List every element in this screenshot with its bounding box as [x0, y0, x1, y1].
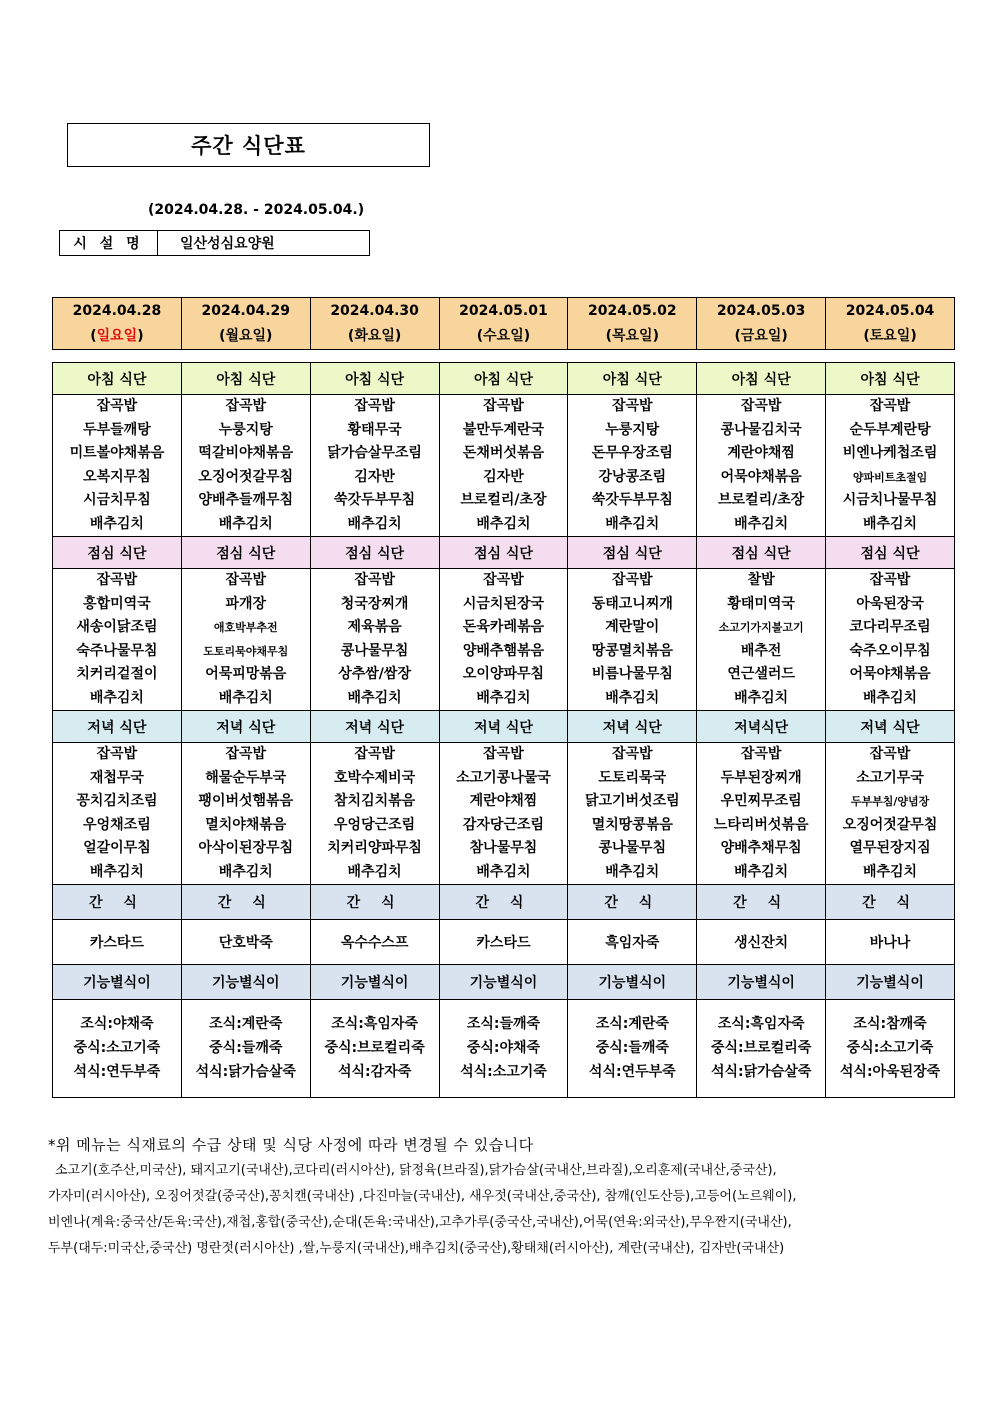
facility-box [59, 230, 370, 256]
menu-item: 시금치나물무침 [842, 492, 938, 508]
snack-label: 간 식 [439, 885, 568, 920]
menu-item: 잡곡밥 [354, 572, 395, 588]
lunch-menu-row [53, 569, 955, 711]
menu-item: 잡곡밥 [483, 746, 524, 762]
porridge-item: 조식:야채죽 [80, 1016, 154, 1032]
dinner-label: 저녁 식단 [310, 711, 439, 743]
day-weekday: (목요일) [605, 327, 659, 344]
menu-item: 잡곡밥 [869, 572, 911, 588]
menu-item: 잡곡밥 [612, 572, 653, 588]
lunch-menu-cell [439, 569, 568, 711]
menu-item: 멸치야채볶음 [205, 816, 287, 833]
snack-item: 카스타드 [439, 920, 568, 965]
lunch-label: 점심 식단 [181, 537, 310, 569]
functional-diet-label: 기능별식이 [439, 965, 568, 1000]
breakfast-label: 아침 식단 [310, 363, 439, 395]
dinner-menu-row [53, 743, 955, 885]
day-header [53, 298, 182, 350]
snack-label: 간 식 [826, 885, 955, 920]
menu-item: 두부부침/양념장 [850, 795, 930, 808]
menu-item: 시금치무침 [83, 492, 151, 508]
day-date: 2024.04.30 [330, 302, 419, 319]
weekday-name: 수요일 [483, 327, 524, 344]
menu-item: 콩나물무침 [598, 840, 667, 856]
porridge-item: 중식:들깨죽 [209, 1040, 283, 1056]
menu-item: 브로컬리/초장 [460, 492, 547, 508]
menu-item: 소고기가지불고기 [718, 621, 804, 634]
snack-label: 간 식 [310, 885, 439, 920]
menu-item: 느타리버섯볶음 [713, 816, 809, 833]
porridge-item: 조식:들깨죽 [466, 1016, 541, 1032]
menu-item: 콩나물무침 [340, 642, 409, 659]
menu-item: 닭고기버섯조림 [584, 793, 680, 809]
menu-item: 배추김치 [476, 689, 531, 706]
menu-item: 닭가슴살무조림 [327, 445, 422, 461]
porridge-item: 조식:흑임자죽 [717, 1016, 805, 1032]
lunch-label: 점심 식단 [439, 537, 568, 569]
menu-item: 배추김치 [218, 863, 273, 880]
porridge-item: 중식:야채죽 [466, 1040, 541, 1056]
menu-item: 시금치된장국 [462, 595, 545, 612]
day-header [439, 298, 568, 350]
dinner-menu-cell [181, 743, 310, 885]
day-header [697, 298, 826, 350]
menu-item: 잡곡밥 [483, 398, 524, 414]
porridge-item: 중식:브로컬리죽 [711, 1040, 812, 1056]
menu-item: 황태미역국 [727, 595, 795, 612]
snack-label: 간 식 [53, 885, 182, 920]
menu-item: 배추김치 [476, 863, 531, 880]
day-weekday: (금요일) [734, 327, 788, 344]
dinner-menu-cell [310, 743, 439, 885]
menu-item: 얼갈이무침 [83, 840, 151, 856]
menu-item: 애호박부추전 [213, 621, 278, 634]
breakfast-row [53, 363, 955, 395]
porridge-cell [826, 1000, 955, 1098]
breakfast-label: 아침 식단 [697, 363, 826, 395]
menu-item: 비엔나케첩조림 [842, 445, 938, 461]
menu-item: 배추김치 [476, 515, 531, 532]
menu-item: 잡곡밥 [96, 572, 138, 588]
menu-item: 감자당근조림 [462, 816, 545, 833]
day-weekday: (화요일) [347, 327, 402, 344]
menu-item: 도토리묵야채무침 [203, 644, 289, 658]
menu-item: 청국장찌개 [340, 595, 409, 612]
snack-item: 생신잔치 [697, 920, 826, 965]
dinner-label: 저녁 식단 [181, 711, 310, 743]
menu-item: 순두부계란탕 [849, 421, 931, 438]
menu-item: 잡곡밥 [225, 746, 267, 762]
dinner-menu-cell [53, 743, 182, 885]
lunch-menu-cell [310, 569, 439, 711]
menu-item: 배추김치 [218, 689, 273, 706]
day-header [181, 298, 310, 350]
menu-item: 배추김치 [89, 515, 144, 532]
lunch-label: 점심 식단 [697, 537, 826, 569]
breakfast-label: 아침 식단 [826, 363, 955, 395]
lunch-label: 점심 식단 [310, 537, 439, 569]
menu-item: 어묵피망볶음 [205, 666, 287, 682]
menu-item: 잡곡밥 [612, 398, 653, 414]
menu-item: 배추김치 [605, 863, 660, 880]
snack-item-row [53, 920, 955, 965]
menu-item: 배추김치 [734, 863, 789, 880]
porridge-item: 중식:들깨죽 [595, 1040, 669, 1056]
menu-item: 땅콩멸치볶음 [591, 642, 673, 659]
origin-line: 소고기(호주산,미국산), 돼지고기(국내산),코다리(러시아산), 닭정육(브라질),닭가슴살(국내산,브라질),오리훈제(국내산,중국산), [55, 1163, 777, 1178]
breakfast-menu-cell [697, 395, 826, 537]
weekday-name: 금요일 [740, 327, 782, 344]
menu-item: 잡곡밥 [354, 746, 395, 762]
dinner-menu-cell [568, 743, 697, 885]
porridge-item: 석식:연두부죽 [73, 1064, 161, 1080]
menu-item: 쑥갓두부무침 [591, 492, 673, 508]
facility-name: 일산성심요양원 [180, 236, 275, 252]
menu-item: 양배추채무침 [720, 840, 802, 856]
snack-item: 카스타드 [53, 920, 182, 965]
porridge-cell [439, 1000, 568, 1098]
menu-item: 동태고니찌개 [591, 595, 673, 612]
menu-item: 콩나물김치국 [720, 421, 802, 438]
functional-diet-label: 기능별식이 [568, 965, 697, 1000]
menu-table [52, 362, 955, 1098]
breakfast-menu-cell [568, 395, 697, 537]
menu-item: 오징어젓갈무침 [842, 816, 938, 833]
menu-item: 재첩무국 [89, 769, 144, 786]
menu-item: 떡갈비야채볶음 [198, 445, 294, 461]
day-date: 2024.05.01 [459, 302, 548, 319]
facility-label: 시 설 명 [60, 231, 158, 255]
menu-item: 제육볶음 [347, 619, 402, 635]
porridge-cell [697, 1000, 826, 1098]
origin-line: 가자미(러시아산), 오징어젓갈(중국산),꽁치캔(국내산) ,다진마늘(국내산), 새우젓(국내산,중국산), 참깨(인도산등),고등어(노르웨이), [48, 1189, 797, 1204]
menu-item: 배추김치 [862, 515, 918, 532]
menu-item: 배추김치 [89, 689, 144, 706]
origin-line: 두부(대두:미국산,중국산) 명란젓(러시아산) ,쌀,누룽지(국내산),배추김치(중국산),황태채(러시아산), 계란(국내산), 김자반(국내산) [48, 1241, 785, 1256]
menu-item: 잡곡밥 [354, 398, 395, 414]
notes [48, 1132, 797, 1262]
dinner-label: 저녁식단 [697, 711, 826, 743]
menu-item: 양배추들깨무침 [198, 492, 294, 508]
day-header [826, 298, 955, 350]
breakfast-menu-cell [310, 395, 439, 537]
menu-item: 잡곡밥 [225, 398, 267, 414]
lunch-menu-cell [826, 569, 955, 711]
functional-diet-label: 기능별식이 [181, 965, 310, 1000]
day-date: 2024.05.02 [588, 302, 677, 319]
weekday-name: 월요일 [225, 327, 267, 344]
menu-item: 두부된장찌개 [720, 769, 802, 786]
menu-item: 배추김치 [862, 863, 918, 880]
menu-item: 배추김치 [605, 689, 660, 706]
menu-item: 잡곡밥 [96, 746, 138, 762]
functional-diet-row [53, 965, 955, 1000]
dinner-label: 저녁 식단 [53, 711, 182, 743]
menu-item: 배추김치 [347, 515, 402, 532]
lunch-menu-cell [568, 569, 697, 711]
period-text: (2024.04.28. - 2024.05.04.) [148, 202, 365, 218]
snack-label: 간 식 [568, 885, 697, 920]
menu-item: 배추김치 [347, 863, 402, 880]
weekday-name: 일요일 [96, 327, 138, 344]
menu-item: 양배추햄볶음 [462, 642, 545, 659]
menu-item: 호박수제비국 [334, 769, 416, 786]
breakfast-menu-cell [181, 395, 310, 537]
menu-item: 비름나물무침 [591, 666, 673, 682]
snack-label: 간 식 [181, 885, 310, 920]
snack-item: 옥수수스프 [310, 920, 439, 965]
menu-item: 찰밥 [747, 572, 775, 588]
snack-item: 흑임자죽 [568, 920, 697, 965]
menu-item: 해물순두부국 [205, 769, 287, 786]
dinner-label: 저녁 식단 [568, 711, 697, 743]
menu-item: 두부들깨탕 [83, 421, 151, 438]
lunch-menu-cell [53, 569, 182, 711]
snack-item: 단호박죽 [181, 920, 310, 965]
menu-item: 잡곡밥 [869, 746, 911, 762]
menu-item: 배추김치 [218, 515, 273, 532]
menu-item: 우민찌무조림 [720, 793, 802, 809]
lunch-label: 점심 식단 [568, 537, 697, 569]
porridge-item: 조식:흑임자죽 [331, 1016, 418, 1032]
porridge-row [53, 1000, 955, 1098]
porridge-item: 중식:소고기죽 [73, 1040, 161, 1056]
day-weekday: (수요일) [476, 327, 531, 344]
dinner-label: 저녁 식단 [826, 711, 955, 743]
menu-item: 코다리무조림 [849, 619, 931, 635]
porridge-item: 조식:계란죽 [209, 1016, 283, 1032]
porridge-item: 중식:브로컬리죽 [324, 1040, 425, 1056]
menu-item: 누룽지탕 [605, 421, 660, 438]
porridge-item: 중식:소고기죽 [846, 1040, 934, 1056]
menu-item: 잡곡밥 [483, 572, 524, 588]
menu-item: 연근샐러드 [727, 666, 795, 682]
dinner-menu-cell [826, 743, 955, 885]
date-header-table [52, 297, 955, 350]
menu-item: 미트볼야채볶음 [69, 445, 165, 461]
menu-item: 소고기무국 [856, 769, 924, 786]
dinner-label: 저녁 식단 [439, 711, 568, 743]
menu-item: 참나물무침 [469, 840, 538, 856]
menu-item: 오이양파무침 [462, 666, 545, 682]
menu-item: 계란야채찜 [469, 793, 538, 809]
breakfast-label: 아침 식단 [53, 363, 182, 395]
menu-item: 계란야채찜 [727, 445, 795, 461]
menu-item: 양파비트초절임 [852, 470, 928, 484]
day-date: 2024.05.03 [716, 302, 806, 319]
porridge-cell [310, 1000, 439, 1098]
menu-item: 숙주나물무침 [76, 642, 158, 659]
menu-item: 파개장 [225, 595, 267, 612]
porridge-item: 석식:닭가슴살죽 [195, 1064, 296, 1080]
day-header [568, 298, 697, 350]
menu-item: 잡곡밥 [612, 746, 653, 762]
day-weekday: (일요일) [90, 327, 144, 344]
day-header [310, 298, 439, 350]
menu-item: 잡곡밥 [96, 398, 138, 414]
menu-item: 계란말이 [605, 619, 660, 635]
functional-diet-label: 기능별식이 [697, 965, 826, 1000]
lunch-menu-cell [697, 569, 826, 711]
porridge-item: 석식:소고기죽 [460, 1064, 547, 1080]
menu-item: 불만두계란국 [462, 421, 545, 438]
menu-item: 홍합미역국 [83, 595, 151, 612]
menu-item: 열무된장지짐 [849, 840, 931, 856]
menu-item: 꽁치김치조림 [76, 793, 158, 809]
menu-item: 배추김치 [734, 689, 789, 706]
page-title: 주간 식단표 [67, 123, 430, 167]
menu-item: 치커리양파무침 [327, 840, 422, 856]
menu-item: 누룽지탕 [218, 421, 273, 438]
menu-item: 오복지무침 [83, 468, 151, 485]
lunch-menu-cell [181, 569, 310, 711]
porridge-item: 석식:아욱된장죽 [839, 1064, 941, 1080]
porridge-item: 석식:연두부죽 [588, 1064, 676, 1080]
functional-diet-label: 기능별식이 [53, 965, 182, 1000]
weekday-name: 목요일 [612, 327, 653, 344]
menu-item: 팽이버섯햄볶음 [198, 793, 294, 809]
menu-item: 돈육카레볶음 [462, 619, 545, 635]
porridge-cell [181, 1000, 310, 1098]
dinner-row [53, 711, 955, 743]
menu-item: 우엉채조림 [83, 816, 151, 833]
porridge-cell [568, 1000, 697, 1098]
breakfast-menu-cell [826, 395, 955, 537]
menu-item: 어묵야채볶음 [720, 468, 802, 485]
menu-item: 치커리겉절이 [76, 666, 158, 682]
notice-text: *위 메뉴는 식재료의 수급 상태 및 식당 사정에 따라 변경될 수 있습니다 [48, 1136, 534, 1154]
menu-item: 강낭콩조림 [598, 468, 667, 485]
menu-item: 어묵야채볶음 [849, 666, 931, 682]
menu-item: 도토리묵국 [598, 769, 667, 786]
functional-diet-label: 기능별식이 [310, 965, 439, 1000]
porridge-item: 석식:감자죽 [338, 1064, 412, 1080]
day-date: 2024.04.29 [201, 302, 291, 319]
lunch-label: 점심 식단 [826, 537, 955, 569]
weekday-name: 토요일 [869, 327, 911, 344]
porridge-cell [53, 1000, 182, 1098]
menu-item: 브로컬리/초장 [718, 492, 805, 508]
dinner-menu-cell [697, 743, 826, 885]
menu-item: 참치김치볶음 [334, 793, 416, 809]
menu-item: 우엉당근조림 [334, 816, 416, 833]
menu-item: 배추전 [740, 642, 782, 659]
snack-label: 간 식 [697, 885, 826, 920]
menu-item: 돈채버섯볶음 [462, 445, 545, 461]
menu-item: 배추김치 [862, 689, 918, 706]
menu-item: 배추김치 [734, 515, 789, 532]
breakfast-menu-cell [53, 395, 182, 537]
day-weekday: (토요일) [863, 327, 917, 344]
menu-item: 배추김치 [89, 863, 144, 880]
menu-item: 상추쌈/쌈장 [338, 666, 411, 682]
menu-item: 잡곡밥 [740, 398, 782, 414]
snack-row [53, 885, 955, 920]
breakfast-menu-row [53, 395, 955, 537]
menu-item: 아삭이된장무침 [198, 840, 294, 856]
menu-item: 소고기콩나물국 [456, 769, 551, 786]
origin-line: 비엔나(계육:중국산/돈육:국산),재첩,홍합(중국산),순대(돈육:국내산),고추가루(중국산,국내산),어묵(연육:외국산),무우짠지(국내산), [48, 1215, 792, 1230]
breakfast-label: 아침 식단 [181, 363, 310, 395]
breakfast-label: 아침 식단 [568, 363, 697, 395]
menu-item: 잡곡밥 [740, 746, 782, 762]
porridge-item: 조식:참깨죽 [853, 1016, 927, 1032]
weekday-name: 화요일 [354, 327, 395, 344]
day-date: 2024.04.28 [72, 302, 162, 319]
breakfast-label: 아침 식단 [439, 363, 568, 395]
menu-item: 오징어젓갈무침 [198, 468, 294, 485]
menu-item: 멸치땅콩볶음 [591, 816, 673, 833]
menu-item: 숙주오이무침 [849, 642, 931, 659]
menu-item: 아욱된장국 [856, 595, 924, 612]
menu-item: 잡곡밥 [869, 398, 911, 414]
menu-item: 돈무우장조림 [591, 445, 673, 461]
functional-diet-label: 기능별식이 [826, 965, 955, 1000]
day-weekday: (월요일) [219, 327, 273, 344]
porridge-item: 석식:닭가슴살죽 [711, 1064, 812, 1080]
dinner-menu-cell [439, 743, 568, 885]
menu-item: 배추김치 [347, 689, 402, 706]
menu-item: 황태무국 [347, 421, 402, 438]
snack-item: 바나나 [826, 920, 955, 965]
lunch-row [53, 537, 955, 569]
menu-item: 쑥갓두부무침 [334, 492, 416, 508]
porridge-item: 조식:계란죽 [595, 1016, 669, 1032]
menu-item: 배추김치 [605, 515, 660, 532]
menu-item: 새송이닭조림 [76, 619, 158, 635]
menu-item: 김자반 [354, 468, 395, 485]
menu-item: 잡곡밥 [225, 572, 267, 588]
breakfast-menu-cell [439, 395, 568, 537]
date-header-row [53, 298, 955, 350]
day-date: 2024.05.04 [845, 302, 935, 319]
lunch-label: 점심 식단 [53, 537, 182, 569]
menu-item: 김자반 [483, 468, 524, 485]
